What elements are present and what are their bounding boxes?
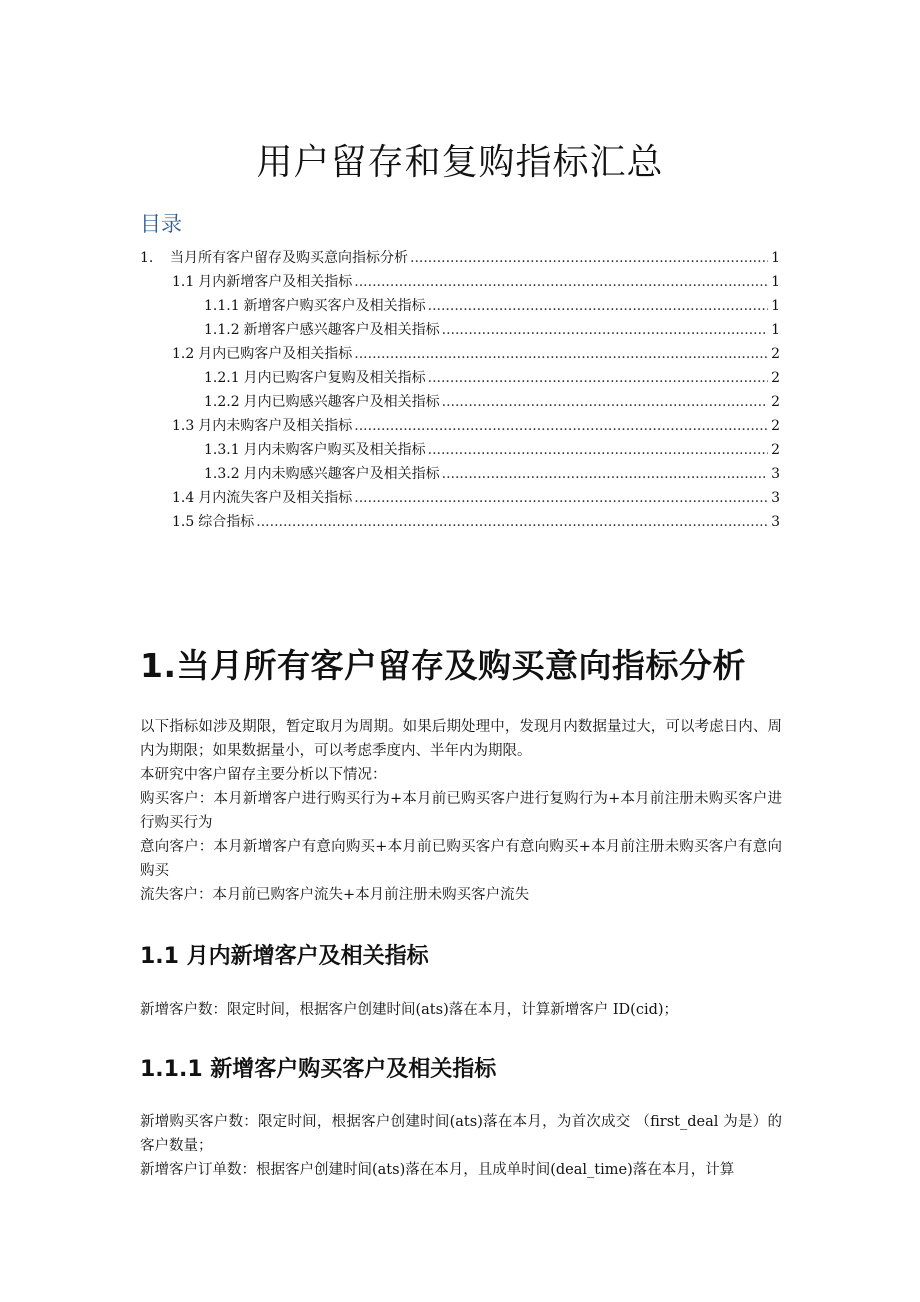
section-1-1-body (140, 998, 782, 1022)
toc-entry[interactable] (140, 462, 780, 486)
toc-entry[interactable] (140, 390, 780, 414)
toc-dot-leader (354, 486, 768, 510)
paragraph: 新增购买客户数：限定时间，根据客户创建时间(ats)落在本月，为首次成交 （first_deal 为是）的客户数量； (140, 1114, 782, 1154)
toc-entry-label: 当月所有客户留存及购买意向指标分析 (170, 250, 408, 266)
toc-dot-leader (442, 462, 768, 486)
toc-entry[interactable] (140, 366, 780, 390)
toc-page-number: 2 (771, 418, 780, 434)
toc-dot-leader (354, 270, 768, 294)
paragraph: 流失客户：本月前已购客户流失+本月前注册未购买客户流失 (140, 887, 530, 903)
toc-page-number: 2 (771, 394, 780, 410)
toc-entry[interactable] (140, 294, 780, 318)
toc-dot-leader (256, 510, 768, 534)
toc-entry[interactable] (140, 318, 780, 342)
toc-entry-number: 1.5 (172, 514, 195, 530)
toc-page-number: 3 (771, 514, 780, 530)
toc-dot-leader (354, 342, 768, 366)
toc-entry-label: 月内未购客户及相关指标 (198, 418, 353, 434)
toc-page-number: 1 (771, 250, 780, 266)
toc-page-number: 3 (771, 466, 780, 482)
toc-entry[interactable] (140, 486, 780, 510)
toc-dot-leader (354, 414, 768, 438)
toc-entry-label: 综合指标 (198, 514, 255, 530)
toc-dot-leader (410, 246, 768, 270)
toc-entry[interactable] (140, 438, 780, 462)
paragraph: 新增客户数：限定时间，根据客户创建时间(ats)落在本月，计算新增客户 ID(cid)； (140, 1002, 679, 1018)
toc-page-number: 1 (771, 298, 780, 314)
toc-heading: 目录 (140, 212, 182, 236)
section-1-1-1-body (140, 1110, 782, 1182)
toc-dot-leader (442, 390, 768, 414)
toc-entry-label: 新增客户感兴趣客户及相关指标 (243, 322, 440, 338)
toc-entry-label: 新增客户购买客户及相关指标 (243, 298, 426, 314)
toc-entry-number: 1.3 (172, 418, 195, 434)
toc-entry-number: 1.2.2 (204, 394, 240, 410)
toc-page-number: 3 (771, 490, 780, 506)
toc-dot-leader (442, 318, 768, 342)
toc-entry[interactable] (140, 342, 780, 366)
toc-dot-leader (428, 366, 768, 390)
toc-entry-label: 月内未购感兴趣客户及相关指标 (243, 466, 440, 482)
toc-entry-label: 月内已购客户复购及相关指标 (243, 370, 426, 386)
toc-entry-number: 1.1.2 (204, 322, 240, 338)
paragraph: 购买客户：本月新增客户进行购买行为+本月前已购买客户进行复购行为+本月前注册未购买客户进行购买行为 (140, 791, 782, 831)
toc-entry-number: 1.4 (172, 490, 195, 506)
toc-page-number: 1 (771, 322, 780, 338)
section-1-1-1-heading: 1.1.1 新增客户购买客户及相关指标 (140, 1057, 497, 1082)
toc-dot-leader (428, 294, 768, 318)
toc-entry-number: 1. (140, 250, 154, 266)
toc-entry[interactable] (140, 246, 780, 270)
toc-page-number: 1 (771, 274, 780, 290)
toc-entry[interactable] (140, 510, 780, 534)
toc-entry-number: 1.2 (172, 346, 195, 362)
paragraph: 新增客户订单数：根据客户创建时间(ats)落在本月，且成单时间(deal_time)落在本月，计算 (140, 1162, 735, 1178)
toc-entry-number: 1.3.2 (204, 466, 240, 482)
section-1-body (140, 715, 782, 907)
paragraph: 意向客户：本月新增客户有意向购买+本月前已购买客户有意向购买+本月前注册未购买客户有意向购买 (140, 839, 782, 879)
toc-entry-label: 月内新增客户及相关指标 (198, 274, 353, 290)
paragraph: 以下指标如涉及期限，暂定取月为周期。如果后期处理中，发现月内数据量过大，可以考虑日内、周内为期限；如果数据量小，可以考虑季度内、半年内为期限。 (140, 719, 782, 759)
paragraph: 本研究中客户留存主要分析以下情况： (140, 767, 387, 783)
toc-page-number: 2 (771, 346, 780, 362)
toc-entry-label: 月内未购客户购买及相关指标 (243, 442, 426, 458)
toc-page-number: 2 (771, 370, 780, 386)
toc-entry[interactable] (140, 414, 780, 438)
toc-entry-number: 1.3.1 (204, 442, 240, 458)
table-of-contents (140, 246, 780, 534)
toc-entry-number: 1.2.1 (204, 370, 240, 386)
toc-entry-number: 1.1.1 (204, 298, 240, 314)
document-title: 用户留存和复购指标汇总 (256, 142, 664, 184)
section-1-heading: 1.当月所有客户留存及购买意向指标分析 (140, 646, 746, 685)
toc-dot-leader (428, 438, 768, 462)
section-1-1-heading: 1.1 月内新增客户及相关指标 (140, 944, 429, 969)
toc-entry[interactable] (140, 270, 780, 294)
toc-entry-label: 月内已购客户及相关指标 (198, 346, 353, 362)
toc-page-number: 2 (771, 442, 780, 458)
toc-entry-number: 1.1 (172, 274, 195, 290)
toc-entry-label: 月内已购感兴趣客户及相关指标 (243, 394, 440, 410)
toc-entry-label: 月内流失客户及相关指标 (198, 490, 353, 506)
